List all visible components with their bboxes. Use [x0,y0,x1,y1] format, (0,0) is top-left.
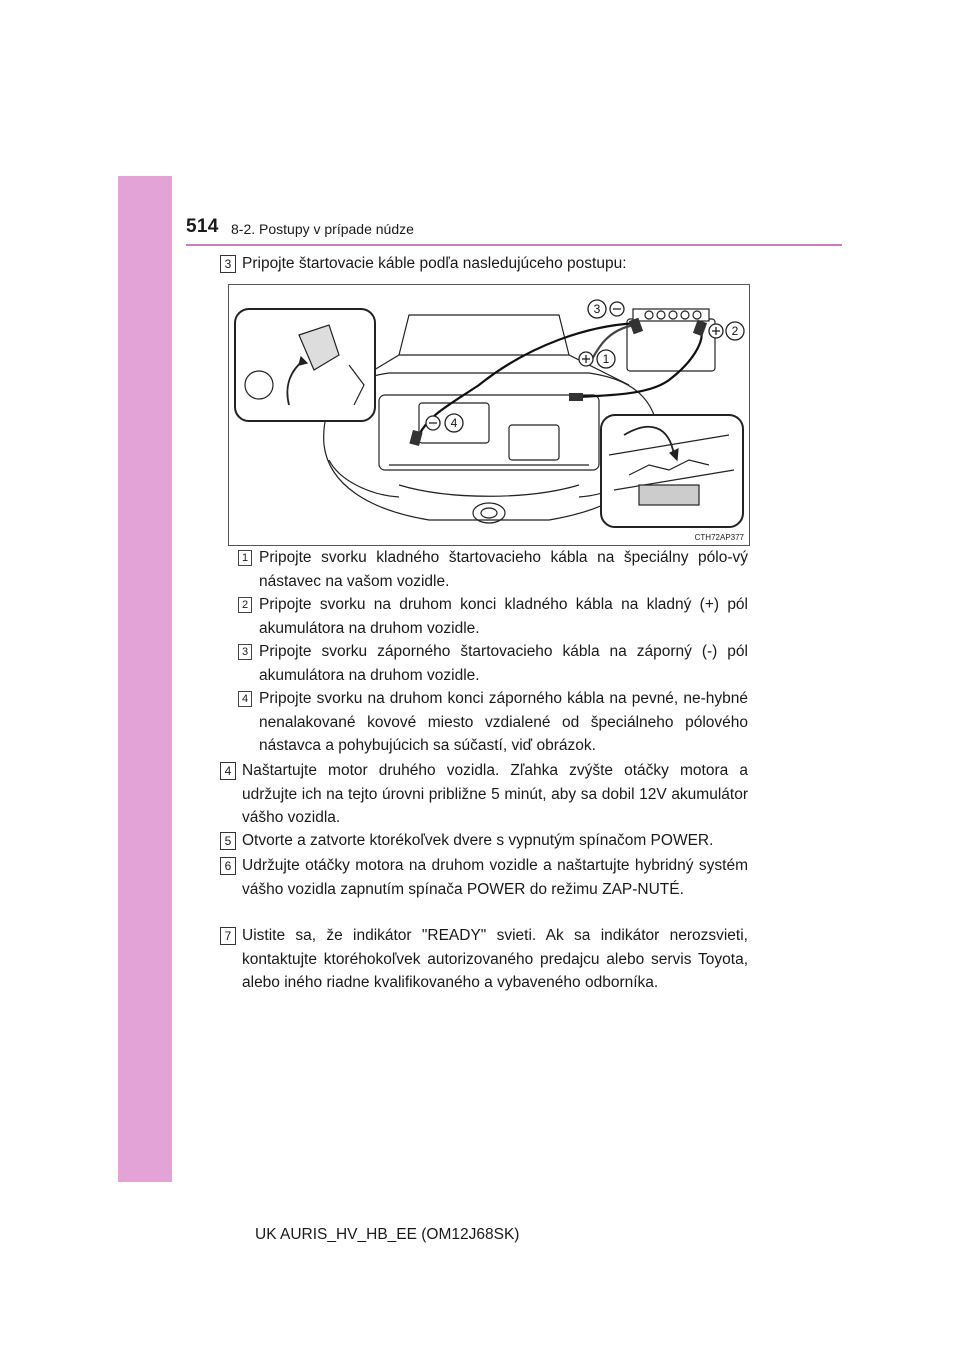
callout-3: 3 [593,302,601,316]
substep-badge: 3 [238,644,252,660]
substep-badge: 4 [238,691,252,707]
step-text: Uistite sa, že indikátor "READY" svieti. Ak sa indikátor nerozsvieti, kontaktujte ktoréhokoľvek autorizovaného predajcu alebo servis Toyota, alebo iného riadne kvalifikovaného a vybaveného odborníka. [242,927,748,991]
header-divider [186,244,842,246]
step-badge: 7 [220,927,236,945]
callout-2: 2 [731,324,739,338]
jump-start-drawing [229,285,749,545]
step-text: Pripojte štartovacie káble podľa nasledujúceho postupu: [242,255,627,272]
step-badge: 4 [220,762,236,780]
substep-badge: 1 [238,550,252,566]
page-number: 514 [186,216,219,237]
jump-start-illustration [228,284,750,546]
substep-text: Pripojte svorku kladného štartovacieho kábla na špeciálny pólo-vý nástavec na vašom vozidle. [259,549,748,590]
step-badge: 6 [220,857,236,875]
substep-badge: 2 [238,597,252,613]
chapter-sidebar [118,176,172,1182]
step-badge: 3 [220,255,236,273]
step-text: Naštartujte motor druhého vozidla. Zľahka zvýšte otáčky motora a udržujte ich na tejto úrovni približne 5 minút, aby sa dobil 12V akumulátor vášho vozidla. [242,762,748,826]
step-badge: 5 [220,832,236,850]
section-title: 8-2. Postupy v prípade núdze [231,221,414,237]
substep-text: Pripojte svorku na druhom konci záporného kábla na pevné, ne-hybné nenalakované kovové miesto vzdialené od špeciálneho pólového nástavca a pohybujúcich sa súčastí, viď obrázok. [259,690,748,754]
substep-text: Pripojte svorku na druhom konci kladného kábla na kladný (+) pól akumulátora na druhom vozidle. [259,596,748,637]
callout-4: 4 [450,416,458,430]
figure-code: CTH72AP377 [694,533,744,542]
document-id: UK AURIS_HV_HB_EE (OM12J68SK) [255,1226,520,1243]
step-text: Otvorte a zatvorte ktorékoľvek dvere s vypnutým spínačom POWER. [242,832,714,849]
step-text: Udržujte otáčky motora na druhom vozidle a naštartujte hybridný systém vášho vozidla zapnutím spínača POWER do režimu ZAP-NUTÉ. [242,857,748,898]
callout-1: 1 [602,352,610,366]
substep-text: Pripojte svorku záporného štartovacieho kábla na záporný (-) pól akumulátora na druhom vozidle. [259,643,748,684]
